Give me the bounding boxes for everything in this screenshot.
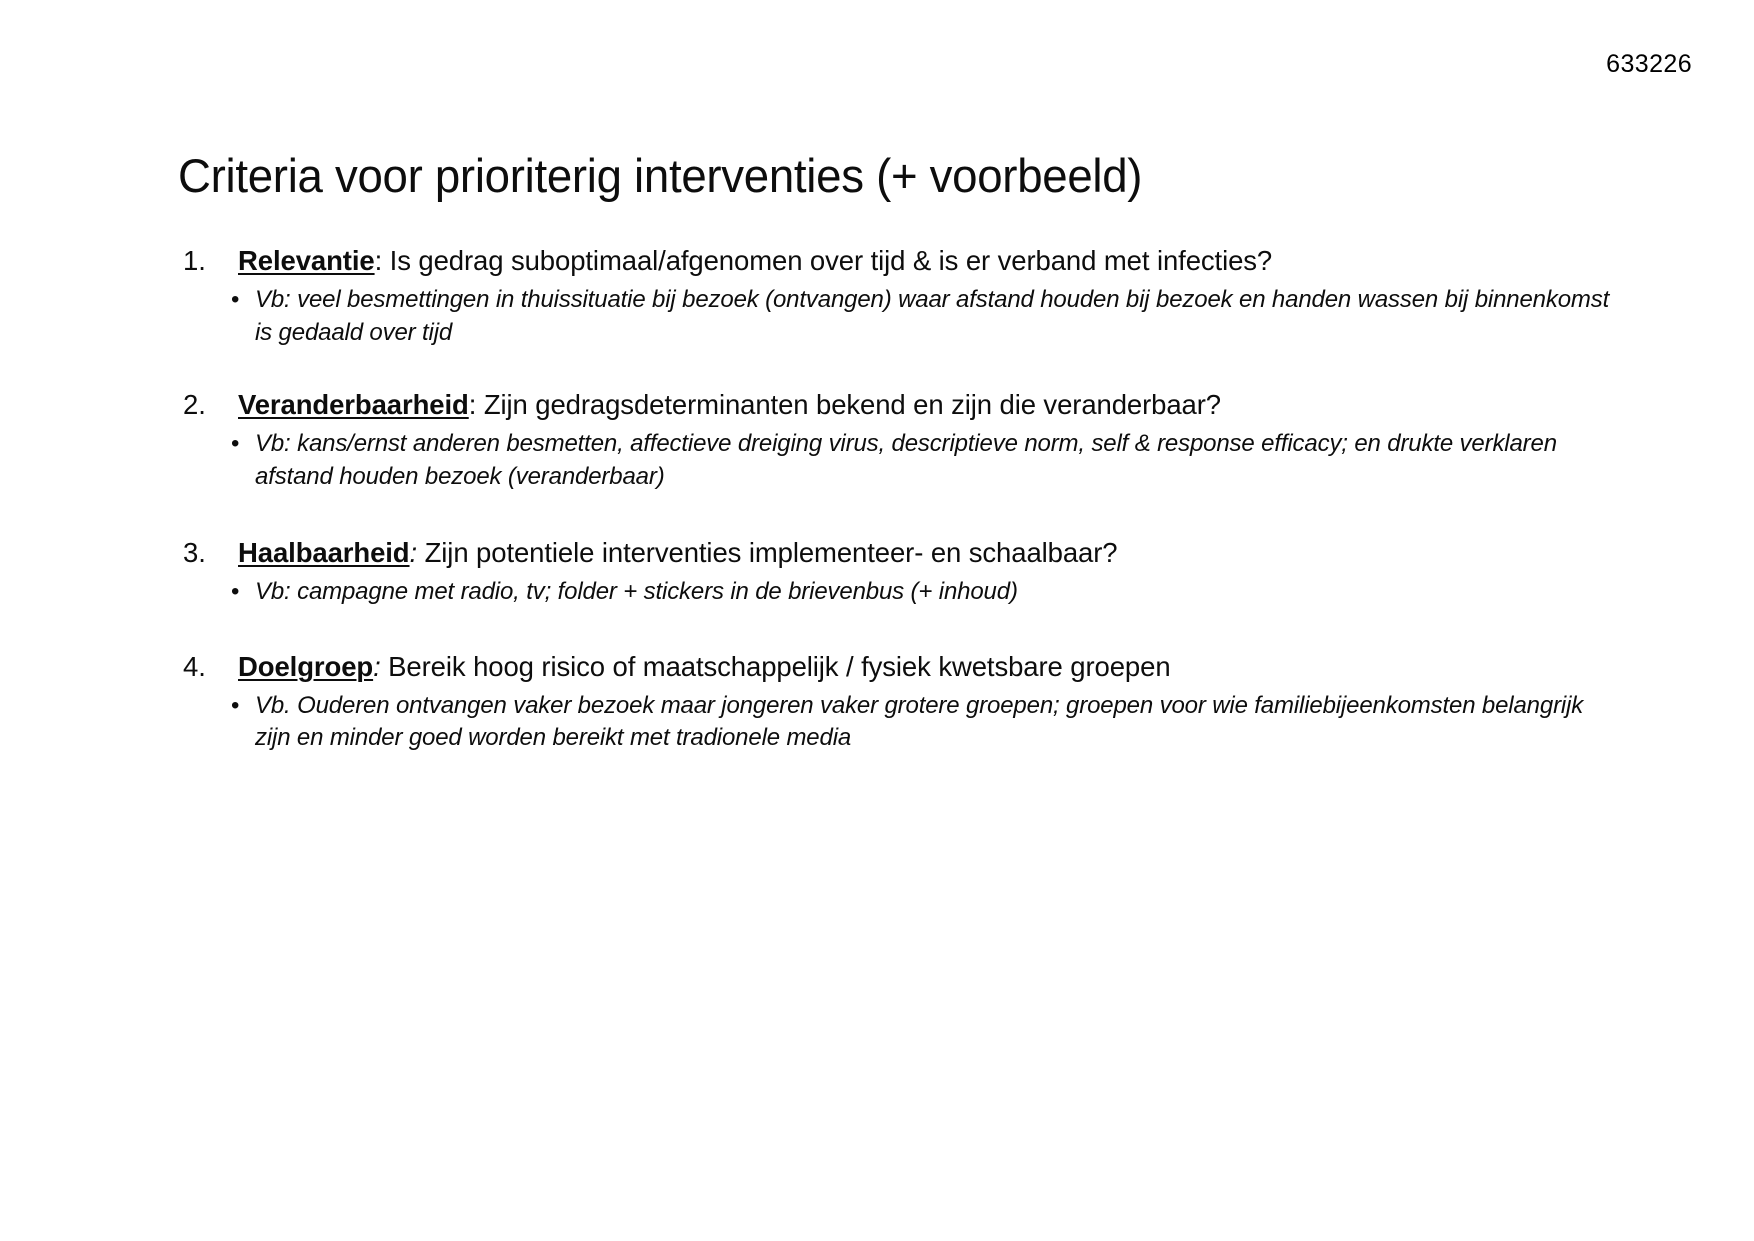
criterion-description: Zijn gedragsdeterminanten bekend en zijn die veranderbaar? (476, 388, 1222, 420)
page-number: 633226 (1606, 50, 1692, 78)
criterion-term: Doelgroep (238, 650, 374, 682)
list-item (0, 243, 1754, 349)
sub-bullet-text: Vb. Ouderen ontvangen vaker bezoek maar jongeren vaker grotere groepen; groepen voor wie familiebijeenkomsten belangrijk zijn en minder goed worden bereikt met tradionele media (255, 691, 1584, 752)
bullet-icon: • (231, 430, 240, 458)
criterion-separator: : (373, 650, 381, 682)
sub-bullet-text: Vb: campagne met radio, tv; folder + stickers in de brievenbus (+ inhoud) (255, 578, 1018, 606)
criterion-heading (0, 535, 1754, 570)
criterion-heading (0, 387, 1754, 422)
list-item (0, 649, 1754, 755)
criterion-heading (0, 649, 1754, 684)
page-title: Criteria voor prioriterig interventies (+ voorbeeld) (178, 149, 1143, 203)
sub-bullet-text: Vb: kans/ernst anderen besmetten, affectieve dreiging virus, descriptieve norm, self & response efficacy; en drukte verklaren afstand houden bezoek (veranderbaar) (255, 430, 1557, 490)
criterion-term: Veranderbaarheid (238, 388, 469, 420)
list-item (0, 576, 1625, 608)
criterion-term: Haalbaarheid (238, 536, 410, 568)
criterion-description: Zijn potentiele interventies implementeer- en schaalbaar? (417, 536, 1118, 568)
list-item (0, 387, 1754, 493)
list-item (0, 690, 1625, 755)
criterion-number: 4. (183, 650, 206, 682)
sub-bullet-group (0, 576, 1754, 608)
criterion-description: Is gedrag suboptimaal/afgenomen over tijd & is er verband met infecties? (382, 245, 1273, 276)
sub-bullet-group (0, 690, 1754, 755)
bullet-icon: • (231, 691, 240, 719)
list-item (0, 535, 1754, 609)
sub-bullet-group (0, 428, 1754, 493)
criterion-number: 3. (183, 536, 206, 568)
criterion-description: Bereik hoog risico of maatschappelijk / fysiek kwetsbare groepen (380, 650, 1171, 682)
list-item (0, 284, 1625, 349)
sub-bullet-text: Vb: veel besmettingen in thuissituatie bij bezoek (ontvangen) waar afstand houden bij bezoek en handen wassen bij binnenkomst is gedaald over tijd (255, 286, 1610, 346)
criterion-number: 2. (183, 388, 206, 420)
criterion-term: Relevantie (238, 245, 375, 276)
sub-bullet-group (0, 284, 1754, 349)
criterion-number: 1. (183, 245, 206, 276)
criterion-heading (0, 243, 1754, 278)
list-item (0, 428, 1625, 493)
criteria-list (0, 243, 1754, 754)
criterion-separator: : (374, 245, 383, 276)
bullet-icon: • (231, 578, 240, 606)
criterion-separator: : (409, 536, 418, 568)
criterion-separator: : (468, 388, 477, 420)
bullet-icon: • (231, 286, 240, 314)
